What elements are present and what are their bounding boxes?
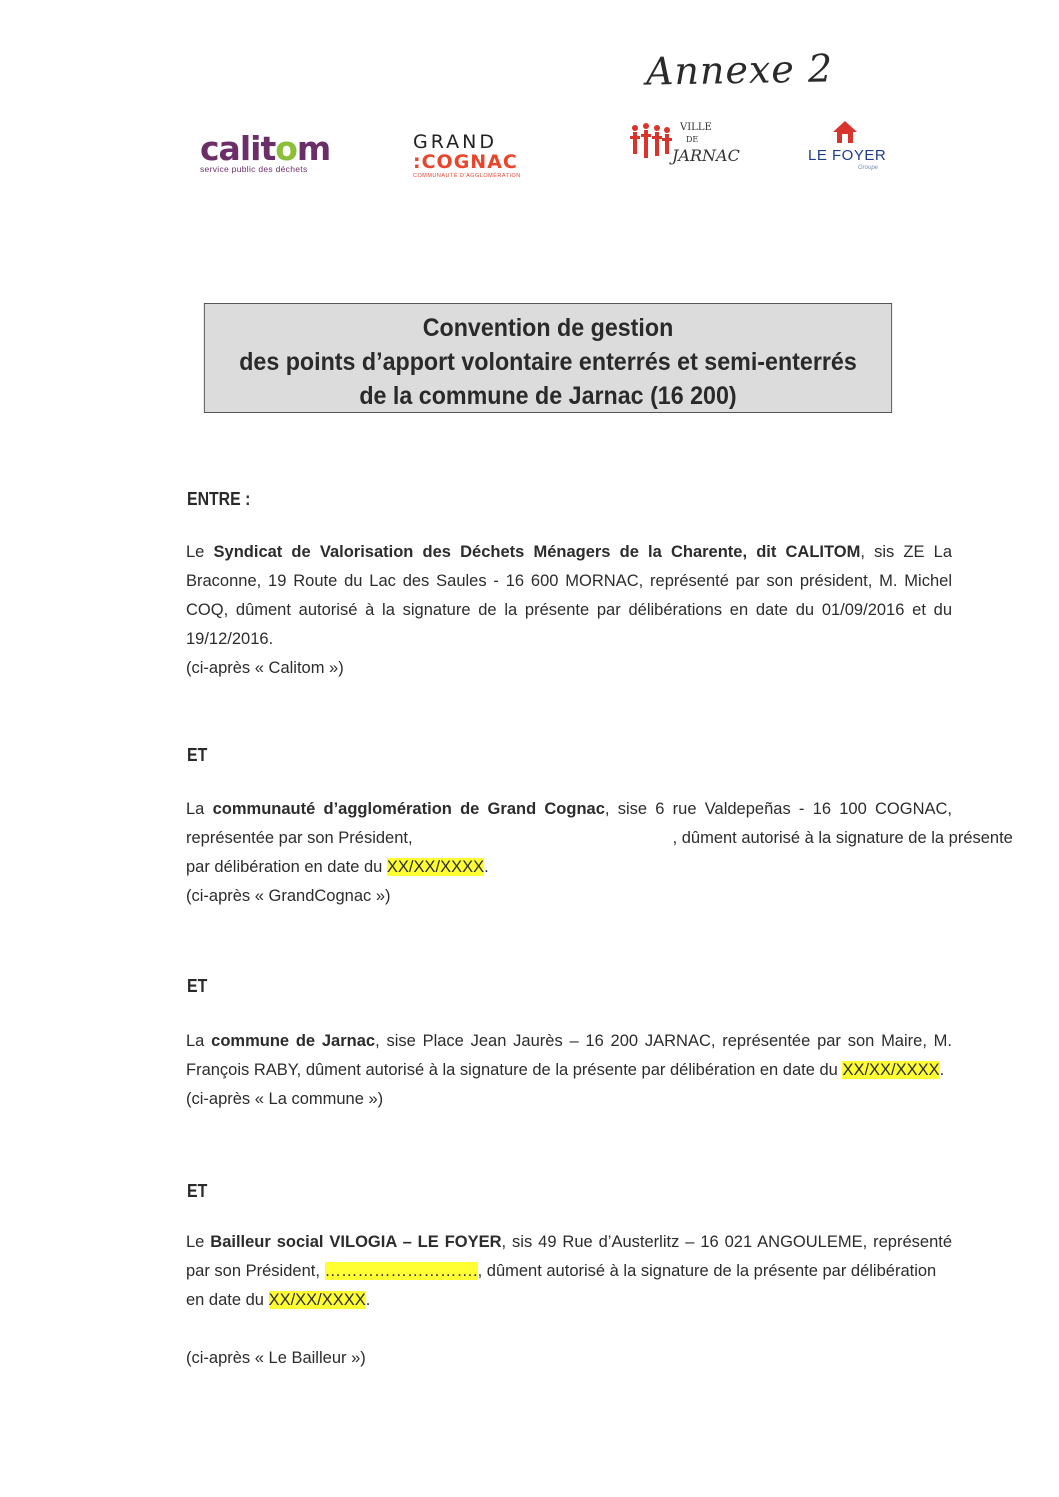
et-heading-2: ET <box>187 976 208 996</box>
jarnac-logo-line2: DE <box>686 135 699 144</box>
ville-de-jarnac-logo <box>628 118 738 178</box>
calitom-logo <box>200 129 335 174</box>
et-heading-3: ET <box>187 1181 208 1201</box>
grand-cognac-line2: :COGNAC <box>413 151 518 173</box>
et-heading-1: ET <box>187 745 208 765</box>
jarnac-logo-line1: VILLE <box>680 122 712 133</box>
paragraph-line: COQ, dûment autorisé à la signature de la présente par délibérations en date du 01/09/2016 et du <box>186 601 952 619</box>
paragraph-line: en date du XX/XX/XXXX. <box>186 1291 371 1309</box>
grand-cognac-line1: GRAND <box>413 131 497 153</box>
paragraph-line: (ci-après « Le Bailleur ») <box>186 1349 366 1367</box>
le-foyer-logo-name: LE FOYER <box>808 147 887 164</box>
jarnac-figures-icon <box>628 122 674 166</box>
title-line-3: de la commune de Jarnac (16 200) <box>359 382 737 410</box>
paragraph-line: La commune de Jarnac, sise Place Jean Jaurès – 16 200 JARNAC, représentée par son Maire, M. <box>186 1032 953 1050</box>
date-placeholder: XX/XX/XXXX <box>268 1291 366 1309</box>
paragraph-line: 19/12/2016. <box>186 630 274 648</box>
calitom-logo-subtitle: service public des déchets <box>200 164 308 174</box>
paragraph-line: (ci-après « La commune ») <box>186 1090 384 1108</box>
jarnac-logo-line3: JARNAC <box>672 146 740 165</box>
paragraph-line: par délibération en date du XX/XX/XXXX. <box>186 858 489 876</box>
entre-heading: ENTRE : <box>187 489 251 509</box>
title-line-2: des points d’apport volontaire enterrés et semi-enterrés <box>239 348 857 376</box>
grand-cognac-logo <box>413 132 533 179</box>
date-placeholder: XX/XX/XXXX <box>842 1061 940 1079</box>
paragraph-line: représentée par son Président, , dûment autorisé à la signature de la présente <box>186 829 1013 847</box>
paragraph-line: Le Syndicat de Valorisation des Déchets Ménagers de la Charente, dit CALITOM, sis ZE La <box>186 543 953 561</box>
party-commune-jarnac <box>186 1027 952 1114</box>
document-title-box <box>204 303 892 413</box>
paragraph-line: Braconne, 19 Route du Lac des Saules - 16 600 MORNAC, représenté par son président, M. Michel <box>186 572 952 590</box>
date-placeholder: XX/XX/XXXX <box>386 858 485 876</box>
le-foyer-logo <box>808 120 888 175</box>
le-foyer-logo-sub: Groupe <box>858 165 879 171</box>
paragraph-line: François RABY, dûment autorisé à la signature de la présente par délibération en date du XX/XX/XXXX. <box>186 1061 945 1079</box>
paragraph-line: (ci-après « GrandCognac ») <box>186 887 391 905</box>
party-bailleur <box>186 1228 952 1373</box>
handwritten-annotation: Annexe 2 <box>645 46 834 94</box>
title-line-1: Convention de gestion <box>422 314 674 342</box>
party-calitom <box>186 538 952 683</box>
name-placeholder: ………………………. <box>324 1262 478 1280</box>
calitom-logo-name: calitom <box>200 129 331 168</box>
grand-cognac-line3: COMMUNAUTÉ D'AGGLOMÉRATION <box>413 173 521 179</box>
paragraph-line: La communauté d’agglomération de Grand Cognac, sise 6 rue Valdepeñas - 16 100 COGNAC, <box>186 800 952 818</box>
party-grand-cognac <box>186 795 1013 911</box>
paragraph-line: par son Président, ………………………., dûment autorisé à la signature de la présente par délibération <box>186 1262 937 1280</box>
paragraph-line: (ci-après « Calitom ») <box>186 659 344 677</box>
house-icon <box>832 120 858 144</box>
paragraph-line: Le Bailleur social VILOGIA – LE FOYER, sis 49 Rue d’Austerlitz – 16 021 ANGOULEME, représenté <box>186 1233 952 1251</box>
